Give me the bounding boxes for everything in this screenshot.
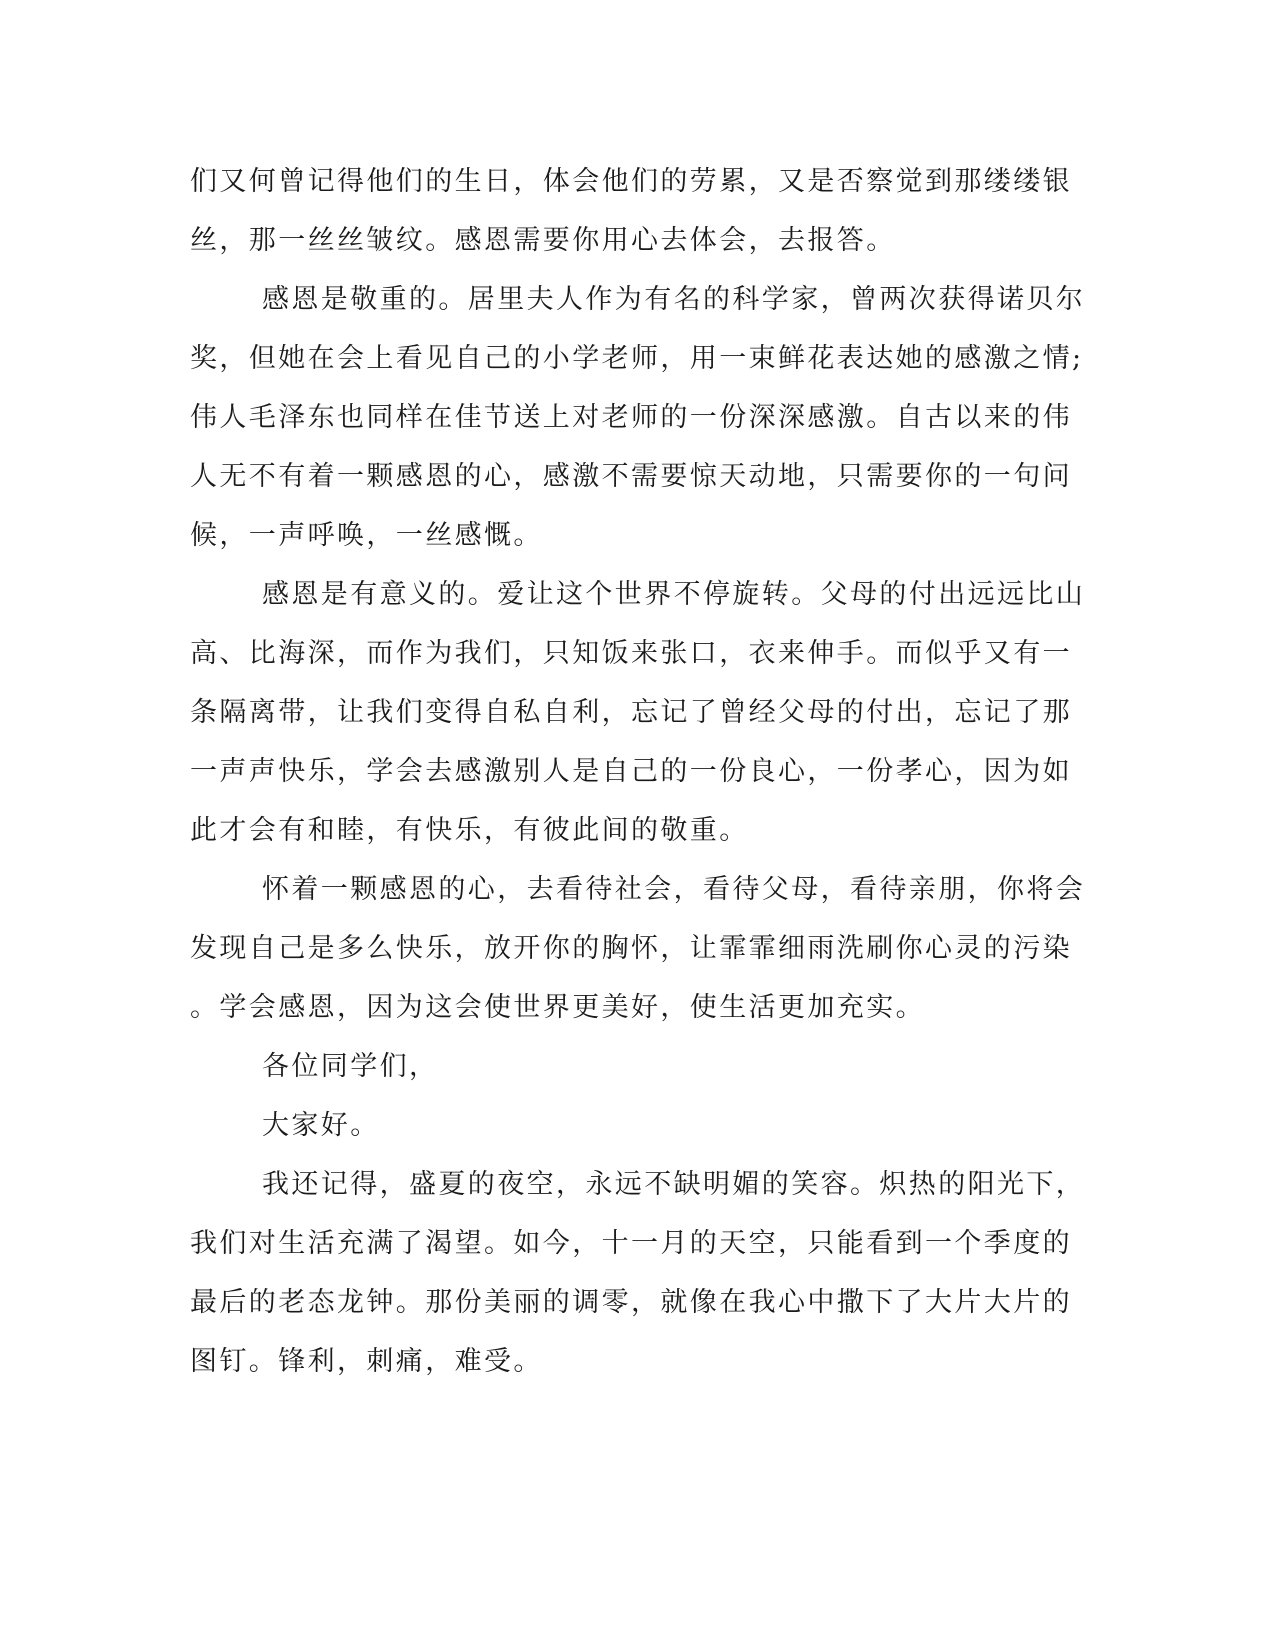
- paragraph-start-line: 感恩是有意义的。爱让这个世界不停旋转。父母的付出远远比山: [262, 579, 1086, 610]
- greeting-line: 大家好。: [262, 1110, 380, 1141]
- text-line: 人无不有着一颗感恩的心，感激不需要惊天动地，只需要你的一句问: [190, 461, 1072, 492]
- text-line: 伟人毛泽东也同样在佳节送上对老师的一份深深感激。自古以来的伟: [190, 402, 1072, 433]
- paragraph-start-line: 我还记得，盛夏的夜空，永远不缺明媚的笑容。炽热的阳光下，: [262, 1169, 1086, 1200]
- paragraph-start-line: 怀着一颗感恩的心，去看待社会，看待父母，看待亲朋，你将会: [262, 874, 1086, 905]
- text-line: 们又何曾记得他们的生日，体会他们的劳累，又是否察觉到那缕缕银: [190, 166, 1072, 197]
- text-line: 我们对生活充满了渴望。如今，十一月的天空，只能看到一个季度的: [190, 1228, 1072, 1259]
- text-line: 丝，那一丝丝皱纹。感恩需要你用心去体会，去报答。: [190, 225, 896, 256]
- salutation-line: 各位同学们，: [262, 1051, 439, 1082]
- text-line: 。学会感恩，因为这会使世界更美好，使生活更加充实。: [190, 992, 925, 1023]
- text-line: 最后的老态龙钟。那份美丽的调零，就像在我心中撒下了大片大片的: [190, 1287, 1072, 1318]
- text-line: 发现自己是多么快乐，放开你的胸怀，让霏霏细雨洗刷你心灵的污染: [190, 933, 1072, 964]
- text-line: 一声声快乐，学会去感激别人是自己的一份良心，一份孝心，因为如: [190, 756, 1072, 787]
- paragraph-start-line: 感恩是敬重的。居里夫人作为有名的科学家，曾两次获得诺贝尔: [262, 284, 1086, 315]
- text-line: 条隔离带，让我们变得自私自利，忘记了曾经父母的付出，忘记了那: [190, 697, 1072, 728]
- text-line: 图钉。锋利，刺痛，难受。: [190, 1346, 543, 1377]
- text-line: 奖，但她在会上看见自己的小学老师，用一束鲜花表达她的感激之情;: [190, 343, 1084, 374]
- text-line: 此才会有和睦，有快乐，有彼此间的敬重。: [190, 815, 749, 846]
- text-line: 候，一声呼唤，一丝感慨。: [190, 520, 543, 551]
- text-line: 高、比海深，而作为我们，只知饭来张口，衣来伸手。而似乎又有一: [190, 638, 1072, 669]
